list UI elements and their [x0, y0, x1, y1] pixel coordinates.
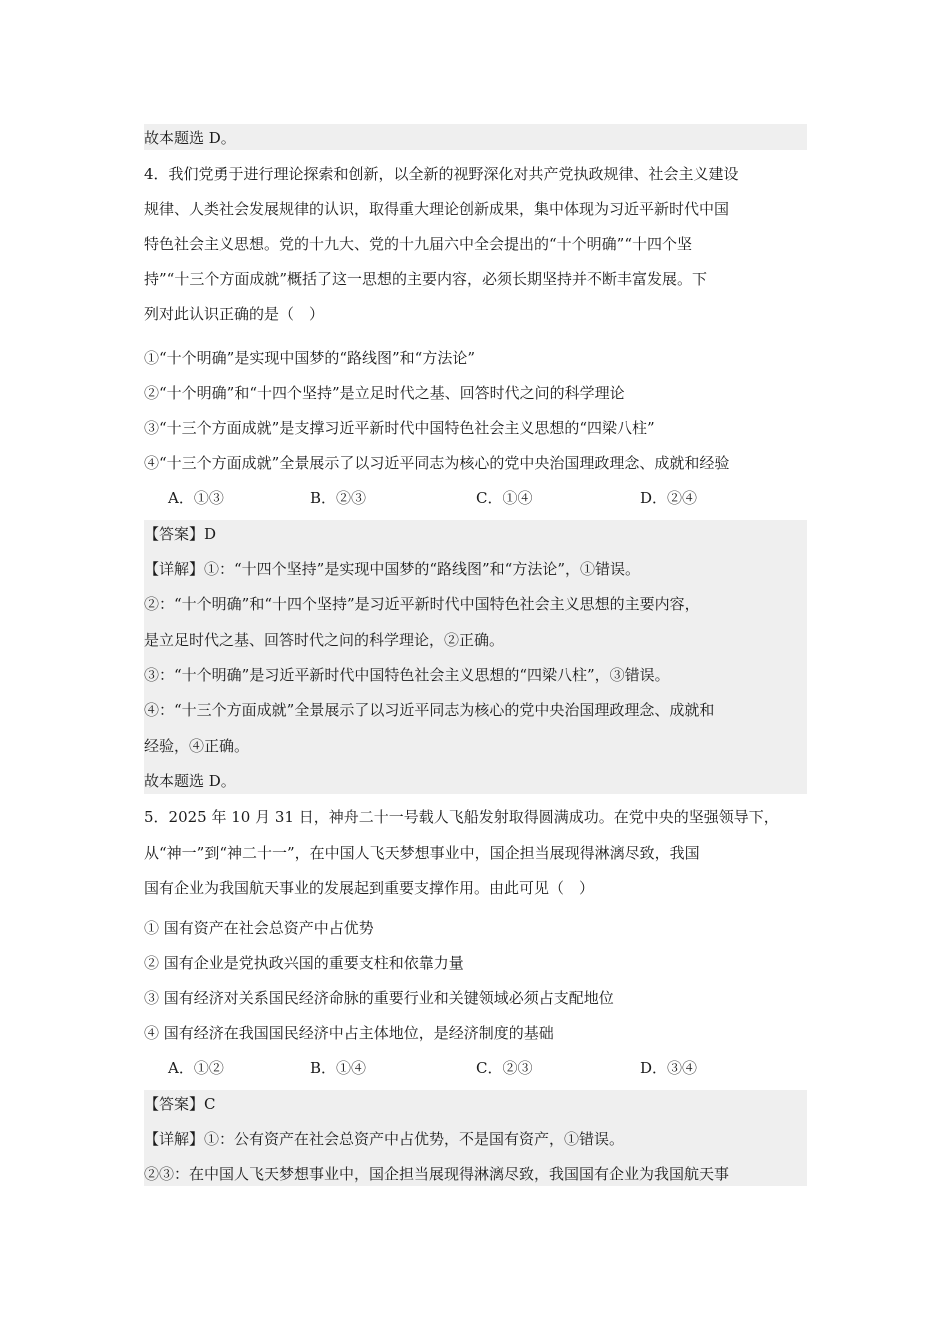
q4-explanation-line: ②：“十个明确”和“十四个坚持”是习近平新时代中国特色社会主义思想的主要内容， — [144, 595, 700, 613]
q4-explanation-line: 经验，④正确。 — [144, 737, 250, 755]
q5-option-d: D．③④ — [640, 1059, 698, 1077]
q5-explanation-line: 【详解】①：公有资产在社会总资产中占优势，不是国有资产，①错误。 — [144, 1130, 625, 1148]
q5-option-b: B．①④ — [310, 1059, 367, 1077]
q4-option-c: C．①④ — [476, 489, 533, 507]
q5-statement: ④ 国有经济在我国国民经济中占主体地位，是经济制度的基础 — [144, 1024, 554, 1042]
q4-stem-line: 规律、人类社会发展规律的认识，取得重大理论创新成果，集中体现为习近平新时代中国 — [144, 200, 730, 218]
q5-statement: ② 国有企业是党执政兴国的重要支柱和依靠力量 — [144, 954, 464, 972]
q4-stem-line: 列对此认识正确的是（ ） — [144, 305, 325, 323]
q4-option-b: B．②③ — [310, 489, 367, 507]
q4-stem-line: 4．我们党勇于进行理论探索和创新，以全新的视野深化对共产党执政规律、社会主义建设 — [144, 165, 739, 183]
q3-answer-shade — [144, 124, 807, 150]
q4-statement: ①“十个明确”是实现中国梦的“路线图”和“方法论” — [144, 349, 476, 367]
q5-stem-line: 从“神一”到“神二十一”，在中国人飞天梦想事业中，国企担当展现得淋漓尽致，我国 — [144, 844, 700, 862]
q4-conclusion: 故本题选 D。 — [144, 772, 236, 790]
q4-option-d: D．②④ — [640, 489, 698, 507]
q5-statement: ① 国有资产在社会总资产中占优势 — [144, 919, 374, 937]
q5-answer: 【答案】C — [144, 1095, 216, 1113]
q4-explanation-line: ④：“十三个方面成就”全景展示了以习近平同志为核心的党中央治国理政理念、成就和 — [144, 701, 715, 719]
q5-option-c: C．②③ — [476, 1059, 533, 1077]
q4-stem-line: 特色社会主义思想。党的十九大、党的十九届六中全会提出的“十个明确”“十四个坚 — [144, 235, 693, 253]
q4-stem-line: 持”“十三个方面成就”概括了这一思想的主要内容，必须长期坚持并不断丰富发展。下 — [144, 270, 708, 288]
q5-statement: ③ 国有经济对关系国民经济命脉的重要行业和关键领域必须占支配地位 — [144, 989, 614, 1007]
q3-conclusion: 故本题选 D。 — [144, 129, 236, 147]
q4-option-a: A．①③ — [168, 489, 224, 507]
q4-answer: 【答案】D — [144, 525, 217, 543]
q4-explanation-line: ③：“十个明确”是习近平新时代中国特色社会主义思想的“四梁八柱”，③错误。 — [144, 666, 670, 684]
q4-statement: ②“十个明确”和“十四个坚持”是立足时代之基、回答时代之问的科学理论 — [144, 384, 625, 402]
q4-statement: ④“十三个方面成就”全景展示了以习近平同志为核心的党中央治国理政理念、成就和经验 — [144, 454, 730, 472]
q4-explanation-line: 【详解】①：“十四个坚持”是实现中国梦的“路线图”和“方法论”，①错误。 — [144, 560, 641, 578]
q5-stem-line: 国有企业为我国航天事业的发展起到重要支撑作用。由此可见（ ） — [144, 879, 595, 897]
q4-statement: ③“十三个方面成就”是支撑习近平新时代中国特色社会主义思想的“四梁八柱” — [144, 419, 655, 437]
q5-explanation-line: ②③：在中国人飞天梦想事业中，国企担当展现得淋漓尽致，我国国有企业为我国航天事 — [144, 1165, 730, 1183]
q4-explanation-line: 是立足时代之基、回答时代之问的科学理论，②正确。 — [144, 631, 505, 649]
q5-option-a: A．①② — [168, 1059, 224, 1077]
q5-stem-line: 5．2025 年 10 月 31 日，神舟二十一号载人飞船发射取得圆满成功。在党中央的坚强领导下， — [144, 808, 779, 826]
